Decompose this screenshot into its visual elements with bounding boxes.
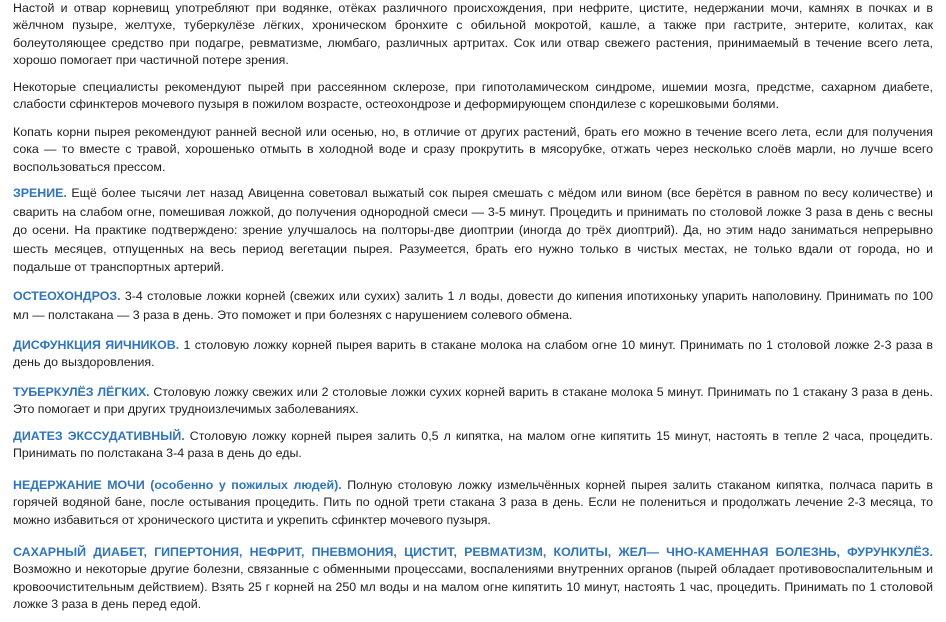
section-text-osteochondrosis: 3-4 столовые ложки корней (свежих или сухих) залить 1 л воды, довести до кипения ипотихоньку упарить наполовину. Принимать по 100 мл — полстакана — 3 раза в день. Это поможет и при болезнях с нарушением солевого обмена.: [13, 289, 933, 322]
section-heading-incontinence: НЕДЕРЖАНИЕ МОЧИ (особенно у пожилых людей).: [13, 478, 342, 492]
section-text-ovarian-dysfunction: 1 столовую ложку корней пырея варить в стакане молока на слабом огне 10 минут. Принимать по 1 столовой ложке 2-3 раза в день до выздоровления.: [13, 338, 933, 370]
section-tuberculosis: [13, 384, 933, 419]
specialists-paragraph: Некоторые специалисты рекомендуют пырей при рассеянном склерозе, при гипотоламическом синдроме, ишемии мозга, предстме, сахарном диабете, слабости сфинктеров мочевого пузыря в пожилом возрасте, остеохондрозе и деформирующем спондилезе с корешковыми болями.: [13, 80, 933, 112]
section-text-incontinence: Полную столовую ложку измельчённых корней пырея залить стаканом кипятка, полчаса парить в горячей водяной бане, после остывания процедить. Пить по одной трети стакана 3 раза в день. Если не полениться и продолжать лечение 2-3 месяца, то можно избавиться от хронического цистита и укрепить сфинктер мочевого пузыря.: [13, 478, 933, 527]
section-heading-vision: ЗРЕНИЕ.: [13, 186, 67, 200]
section-heading-diathesis: ДИАТЕЗ ЭКССУДАТИВНЫЙ.: [13, 429, 185, 443]
section-heading-osteochondrosis: ОСТЕОХОНДРОЗ.: [13, 289, 121, 303]
section-heading-diabetes-and-others: САХАРНЫЙ ДИАБЕТ, ГИПЕРТОНИЯ, НЕФРИТ, ПНЕВМОНИЯ, ЦИСТИТ, РЕВМАТИЗМ, КОЛИТЫ, ЖЕЛ— ЧНО-КАМЕННАЯ БОЛЕЗНЬ, ФУРУНКУЛЁЗ.: [13, 545, 933, 559]
section-text-diathesis: Столовую ложку корней пырея залить 0,5 л кипятка, на малом огне кипятить 15 минут, настоять в тепле 2 часа, процедить. Принимать по полстакана 3-4 раза в день до еды.: [13, 429, 933, 461]
intro-paragraph: Настой и отвар корневищ употребляют при водянке, отёках различного происхождения, при нефрите, цистите, недержании мочи, камнях в почках и в жёлчном пузыре, желтухе, туберкулёзе лёгких, хроническом бронхите с обильной мокротой, кашле, а также при гастрите, энтерите, колитах, как болеутоляющее средство при подагре, ревматизме, люмбаго, различных артритах. Сок или отвар свежего растения, принимаемый в течение всего лета, хорошо помогает при частичной потере зрения.: [13, 1, 933, 68]
section-incontinence: [13, 477, 933, 529]
section-text-diabetes-and-others: Возможно и некоторые другие болезни, связанные с обменными процессами, воспалениями внутренних органов (пырей обладает противовоспалительным и кровоочистительным действием). Взять 25 г корней на 250 мл воды и на малом огне кипятить 10 минут, настоять 1 час, процедить. Принимать по 1 столовой ложке 3 раза в день перед едой.: [13, 562, 933, 612]
section-text-tuberculosis: Столовую ложку свежих или 2 столовые ложки сухих корней варить в стакане молока 5 минут. Принимать по 1 стакану 3 раза в день. Это помогает и при других трудноизлечимых заболеваниях.: [13, 385, 933, 417]
section-heading-ovarian-dysfunction: ДИСФУНКЦИЯ ЯИЧНИКОВ.: [13, 338, 180, 352]
section-vision: [13, 184, 933, 277]
section-osteochondrosis: [13, 287, 933, 324]
harvest-paragraph: Копать корни пырея рекомендуют ранней весной или осенью, но, в отличие от других растений, брать его можно в течение всего лета, если для получения сока — то вместе с травой, хорошенько отмыть в холодной воде и сразу прокрутить в мясорубке, отжать через несколько слоёв марли, но лучше всего воспользоваться прессом.: [13, 125, 933, 174]
section-diathesis: [13, 428, 933, 463]
section-heading-tuberculosis: ТУБЕРКУЛЁЗ ЛЁГКИХ.: [13, 385, 150, 399]
section-diabetes-and-others: [13, 544, 933, 614]
section-text-vision: Ещё более тысячи лет назад Авиценна советовал выжатый сок пырея смешать с мёдом или вином (все берётся в равном по весу количестве) и сварить на слабом огне, помешивая ложкой, до получения однородной смеси — 3-5 минут. Процедить и принимать по столовой ложке 3 раза в день с весны до осени. На практике подтверждено: зрение улучшалось на полторы-две диоптрии (иногда до трёх диоптрий). Да, но этим надо заниматься непрерывно шесть месяцев, отпущенных на весь период вегетации пырея. Разумеется, брать его нужно только в чистых местах, не только вдали от города, но и подальше от транспортных артерий.: [13, 186, 933, 274]
section-ovarian-dysfunction: [13, 337, 933, 372]
